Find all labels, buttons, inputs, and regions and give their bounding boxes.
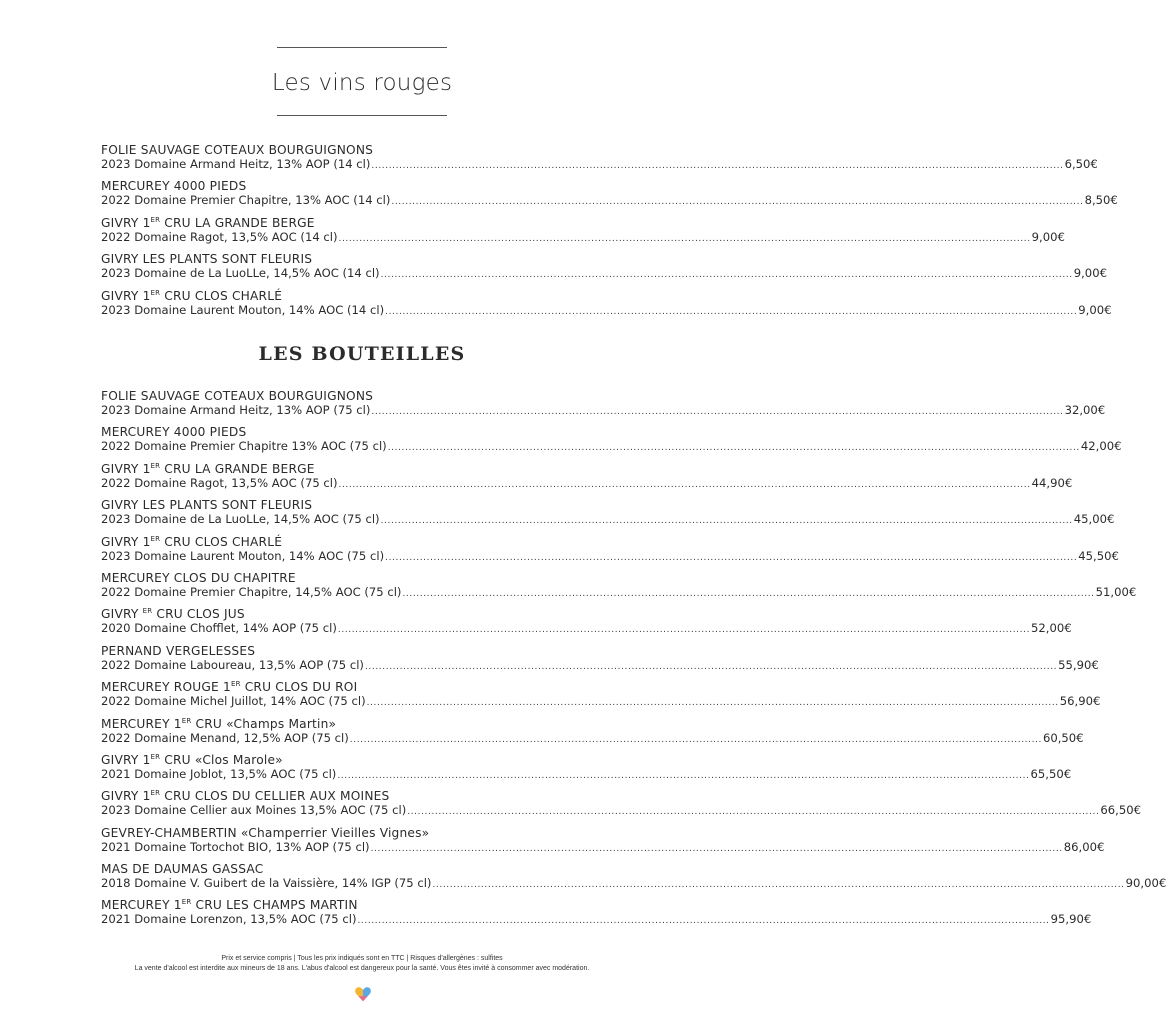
wine-name: MERCUREY 4000 PIEDS bbox=[101, 425, 247, 440]
wine-entry bbox=[101, 680, 1101, 716]
dot-leader: ........................................................................................................................................................................................................ bbox=[371, 407, 1064, 417]
wine-description: 2021 Domaine Tortochot BIO, 13% AOP (75 cl) bbox=[101, 839, 370, 854]
wine-name: GIVRY LES PLANTS SONT FLEURIS bbox=[101, 498, 313, 513]
wine-name: GEVREY-CHAMBERTIN «Champerrier Vieilles Vignes» bbox=[101, 825, 430, 840]
dot-leader: ........................................................................................................................................................................................................ bbox=[370, 843, 1063, 854]
wine-name: FOLIE SAUVAGE COTEAUX BOURGUIGNONS bbox=[101, 389, 374, 403]
wine-price: 60,50€ bbox=[1042, 730, 1084, 745]
wine-price: 90,00€ bbox=[1125, 876, 1166, 891]
wine-entry bbox=[101, 825, 1105, 862]
dot-leader: ........................................................................................................................................................................................................ bbox=[385, 552, 1078, 563]
wine-entry bbox=[101, 752, 1072, 789]
wine-price: 32,00€ bbox=[1064, 403, 1106, 417]
wine-price: 51,00€ bbox=[1095, 584, 1137, 599]
wine-name: GIVRY 1ER CRU LA GRANDE BERGE bbox=[101, 215, 315, 230]
wine-entry bbox=[101, 252, 1107, 288]
wine-name: GIVRY 1ER CRU «Clos Marole» bbox=[101, 752, 283, 767]
wine-name: GIVRY 1ER CRU CLOS CHARLÉ bbox=[101, 534, 283, 549]
wine-entry bbox=[101, 570, 1137, 607]
dot-leader: ........................................................................................................................................................................................................ bbox=[385, 306, 1078, 317]
wine-entry bbox=[101, 607, 1072, 643]
wine-description: 2018 Domaine V. Guibert de la Vaissière, 14% IGP (75 cl) bbox=[101, 876, 432, 891]
wine-price: 9,00€ bbox=[1031, 229, 1065, 244]
wine-name: MERCUREY CLOS DU CHAPITRE bbox=[101, 570, 296, 585]
page-title: Les vins rouges bbox=[271, 70, 453, 96]
wine-description: 2023 Domaine Laurent Mouton, 14% AOC (75 cl) bbox=[101, 548, 385, 563]
wine-price: 45,00€ bbox=[1073, 512, 1115, 527]
dot-leader: ........................................................................................................................................................................................................ bbox=[432, 880, 1125, 891]
wine-entry bbox=[101, 862, 1166, 898]
wine-entry bbox=[101, 288, 1112, 325]
wine-price: 52,00€ bbox=[1031, 621, 1072, 636]
wine-description: 2021 Domaine Joblot, 13,5% AOC (75 cl) bbox=[101, 766, 337, 781]
wine-description: 2022 Domaine Ragot, 13,5% AOC (14 cl) bbox=[101, 229, 338, 244]
wine-entry bbox=[101, 643, 1099, 680]
wine-price: 86,00€ bbox=[1063, 839, 1105, 854]
wine-description: 2022 Domaine Premier Chapitre 13% AOC (75 cl) bbox=[101, 439, 387, 454]
wine-entry bbox=[101, 215, 1065, 252]
wine-price: 8,50€ bbox=[1084, 193, 1118, 208]
wine-entry bbox=[101, 425, 1122, 461]
dot-leader: ........................................................................................................................................................................................................ bbox=[364, 661, 1058, 672]
bottle-wine-list bbox=[101, 389, 1166, 935]
wine-entry bbox=[101, 534, 1119, 571]
wine-name: PERNAND VERGELESSES bbox=[101, 643, 256, 658]
wine-entry bbox=[101, 789, 1141, 825]
wine-description: 2022 Domaine Menand, 12,5% AOP (75 cl) bbox=[101, 730, 349, 745]
wine-name: MERCUREY ROUGE 1ER CRU CLOS DU ROI bbox=[101, 680, 358, 695]
wine-description: 2023 Domaine de La LuoLLe, 14,5% AOC (14 cl) bbox=[101, 266, 380, 281]
wine-description: 2023 Domaine Laurent Mouton, 14% AOC (14 cl) bbox=[101, 302, 385, 317]
wine-name: MERCUREY 1ER CRU LES CHAMPS MARTIN bbox=[101, 898, 358, 913]
dot-leader: ........................................................................................................................................................................................................ bbox=[380, 270, 1073, 281]
wine-name: GIVRY LES PLANTS SONT FLEURIS bbox=[101, 252, 313, 267]
dot-leader: ........................................................................................................................................................................................................ bbox=[407, 807, 1100, 818]
wine-entry bbox=[101, 498, 1115, 534]
wine-price: 9,00€ bbox=[1078, 302, 1112, 317]
dot-leader: ........................................................................................................................................................................................................ bbox=[338, 479, 1031, 490]
wine-name: MERCUREY 1ER CRU «Champs Martin» bbox=[101, 716, 337, 731]
dot-leader: ........................................................................................................................................................................................................ bbox=[357, 916, 1050, 927]
heart-icon bbox=[354, 985, 372, 1003]
section-title-bottles: LES BOUTEILLES bbox=[258, 343, 466, 365]
wine-description: 2023 Domaine Armand Heitz, 13% AOP (75 cl) bbox=[101, 403, 371, 417]
wine-price: 9,00€ bbox=[1073, 266, 1107, 281]
wine-description: 2022 Domaine Michel Juillot, 14% AOC (75 cl) bbox=[101, 694, 366, 709]
wine-description: 2023 Domaine de La LuoLLe, 14,5% AOC (75 cl) bbox=[101, 512, 380, 527]
dot-leader: ........................................................................................................................................................................................................ bbox=[380, 516, 1073, 527]
wine-price: 66,50€ bbox=[1100, 803, 1141, 818]
wine-description: 2023 Domaine Armand Heitz, 13% AOP (14 cl) bbox=[101, 157, 371, 171]
wine-price: 45,50€ bbox=[1078, 548, 1119, 563]
wine-price: 6,50€ bbox=[1064, 157, 1098, 171]
wine-name: GIVRY $^{ER}$ CRU CLOS JUS bbox=[101, 607, 245, 622]
dot-leader: ........................................................................................................................................................................................................ bbox=[371, 161, 1064, 171]
footer-alcohol-warning: La vente d'alcool est interdite aux mineurs de 18 ans. L'abus d'alcool est dangereux pour la santé. Vous êtes invité à consommer avec modération. bbox=[134, 965, 590, 972]
wine-entry bbox=[101, 179, 1118, 215]
wine-price: 56,90€ bbox=[1059, 694, 1101, 709]
wine-price: 44,90€ bbox=[1031, 475, 1073, 490]
dot-leader: ........................................................................................................................................................................................................ bbox=[337, 770, 1030, 781]
top-rule bbox=[277, 47, 447, 48]
title-underline bbox=[277, 115, 447, 116]
wine-description: 2022 Domaine Premier Chapitre, 14,5% AOC (75 cl) bbox=[101, 584, 402, 599]
wine-name: FOLIE SAUVAGE COTEAUX BOURGUIGNONS bbox=[101, 143, 374, 157]
wine-price: 42,00€ bbox=[1080, 439, 1122, 454]
wine-entry bbox=[101, 898, 1092, 934]
dot-leader: ........................................................................................................................................................................................................ bbox=[349, 734, 1042, 745]
wine-name: GIVRY 1ER CRU LA GRANDE BERGE bbox=[101, 461, 315, 476]
glass-wine-list bbox=[101, 143, 1118, 325]
footer-pricing-note: Prix et service compris | Tous les prix indiqués sont en TTC | Risques d'allergènes : sulfites bbox=[221, 955, 503, 962]
wine-description: 2023 Domaine Cellier aux Moines 13,5% AOC (75 cl) bbox=[101, 803, 407, 818]
wine-description: 2021 Domaine Lorenzon, 13,5% AOC (75 cl) bbox=[101, 912, 357, 927]
wine-name: GIVRY 1ER CRU CLOS DU CELLIER AUX MOINES bbox=[101, 789, 390, 804]
dot-leader: ........................................................................................................................................................................................................ bbox=[391, 197, 1084, 208]
wine-description: 2020 Domaine Chofflet, 14% AOP (75 cl) bbox=[101, 621, 337, 636]
wine-entry bbox=[101, 716, 1084, 753]
wine-description: 2022 Domaine Premier Chapitre, 13% AOC (14 cl) bbox=[101, 193, 391, 208]
wine-price: 65,50€ bbox=[1030, 766, 1072, 781]
dot-leader: ........................................................................................................................................................................................................ bbox=[338, 233, 1031, 244]
wine-price: 55,90€ bbox=[1058, 657, 1099, 672]
wine-description: 2022 Domaine Laboureau, 13,5% AOP (75 cl) bbox=[101, 657, 364, 672]
wine-description: 2022 Domaine Ragot, 13,5% AOC (75 cl) bbox=[101, 475, 338, 490]
wine-entry bbox=[101, 389, 1106, 425]
wine-entry bbox=[101, 461, 1073, 498]
wine-name: MERCUREY 4000 PIEDS bbox=[101, 179, 247, 194]
dot-leader: ........................................................................................................................................................................................................ bbox=[402, 588, 1095, 599]
dot-leader: ........................................................................................................................................................................................................ bbox=[387, 443, 1080, 454]
wine-name: MAS DE DAUMAS GASSAC bbox=[101, 862, 264, 877]
dot-leader: ........................................................................................................................................................................................................ bbox=[366, 698, 1059, 709]
dot-leader: ........................................................................................................................................................................................................ bbox=[337, 625, 1031, 636]
wine-name: GIVRY 1ER CRU CLOS CHARLÉ bbox=[101, 288, 283, 303]
wine-entry bbox=[101, 143, 1098, 179]
wine-price: 95,90€ bbox=[1050, 912, 1092, 927]
